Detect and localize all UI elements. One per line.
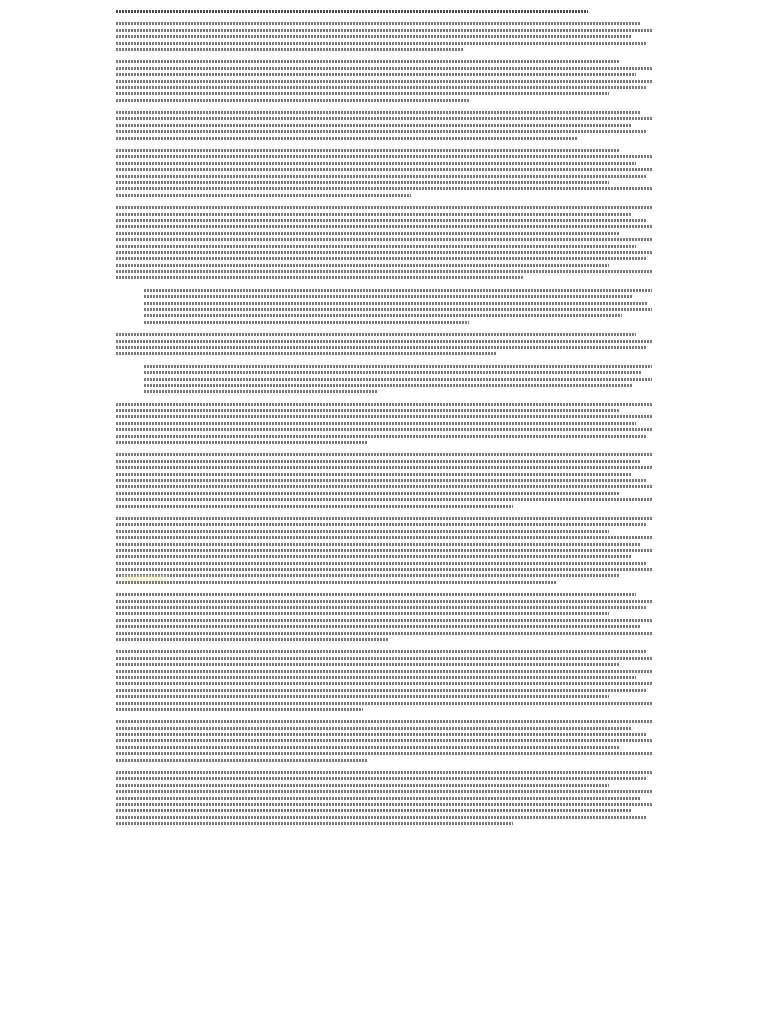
list-block bbox=[116, 287, 652, 325]
text-line bbox=[116, 636, 389, 642]
text-line bbox=[116, 78, 652, 84]
text-line bbox=[116, 350, 497, 356]
text-line bbox=[116, 503, 513, 509]
text-line bbox=[116, 648, 647, 654]
text-line bbox=[116, 71, 636, 77]
text-line bbox=[116, 97, 470, 103]
paragraph bbox=[116, 591, 652, 642]
paragraph bbox=[116, 20, 652, 52]
text-line bbox=[116, 820, 513, 826]
text-line bbox=[116, 572, 620, 578]
text-line bbox=[116, 496, 652, 502]
text-line bbox=[116, 40, 647, 46]
text-line bbox=[116, 591, 636, 597]
text-line bbox=[116, 255, 647, 261]
text-line bbox=[116, 610, 609, 616]
text-line bbox=[116, 274, 523, 280]
paragraph bbox=[116, 718, 652, 763]
text-line bbox=[116, 439, 368, 445]
text-line bbox=[144, 312, 622, 318]
text-line bbox=[144, 369, 642, 375]
text-line bbox=[144, 388, 378, 394]
text-line bbox=[116, 451, 652, 457]
text-line bbox=[116, 706, 363, 712]
text-line bbox=[116, 331, 636, 337]
text-line bbox=[116, 718, 652, 724]
paragraph bbox=[116, 331, 652, 357]
text-line bbox=[116, 757, 368, 763]
text-line bbox=[116, 8, 588, 14]
paragraph bbox=[116, 515, 652, 585]
text-line bbox=[116, 90, 609, 96]
text-line bbox=[116, 775, 647, 781]
text-line bbox=[116, 128, 647, 134]
text-line bbox=[116, 20, 641, 26]
text-line bbox=[116, 534, 652, 540]
text-line bbox=[116, 192, 411, 198]
paragraph bbox=[116, 58, 652, 103]
text-line bbox=[116, 483, 652, 489]
text-line bbox=[116, 33, 631, 39]
paragraph bbox=[116, 401, 652, 446]
text-line bbox=[116, 668, 652, 674]
text-line bbox=[116, 185, 652, 191]
text-line bbox=[116, 426, 652, 432]
document-body bbox=[116, 8, 652, 1020]
paragraph bbox=[116, 451, 652, 509]
text-line bbox=[116, 623, 641, 629]
text-line bbox=[116, 153, 652, 159]
text-line bbox=[116, 541, 641, 547]
text-line bbox=[116, 166, 652, 172]
list-block bbox=[116, 363, 652, 395]
document-heading bbox=[116, 8, 652, 14]
text-line bbox=[116, 236, 652, 242]
text-line bbox=[116, 700, 652, 706]
text-line bbox=[116, 521, 647, 527]
text-line bbox=[116, 464, 652, 470]
text-line bbox=[116, 693, 609, 699]
text-line bbox=[144, 319, 469, 325]
text-line bbox=[116, 579, 556, 585]
paragraph bbox=[116, 109, 652, 141]
text-line bbox=[116, 788, 652, 794]
text-line bbox=[116, 413, 652, 419]
text-line bbox=[144, 293, 632, 299]
text-line bbox=[116, 58, 620, 64]
text-line bbox=[116, 750, 652, 756]
text-line bbox=[116, 211, 631, 217]
text-line bbox=[116, 135, 577, 141]
paragraph bbox=[116, 648, 652, 712]
highlighted-text bbox=[122, 575, 168, 581]
text-line bbox=[116, 115, 652, 121]
text-line bbox=[116, 223, 652, 229]
paragraph bbox=[116, 147, 652, 198]
text-line bbox=[116, 737, 652, 743]
text-line bbox=[116, 661, 620, 667]
text-line bbox=[116, 204, 652, 210]
text-line bbox=[116, 243, 636, 249]
text-line bbox=[116, 46, 464, 52]
text-line bbox=[116, 553, 631, 559]
paragraph bbox=[116, 204, 652, 281]
text-line bbox=[116, 680, 652, 686]
text-line bbox=[144, 376, 652, 382]
paragraph bbox=[116, 769, 652, 827]
text-line bbox=[116, 807, 631, 813]
